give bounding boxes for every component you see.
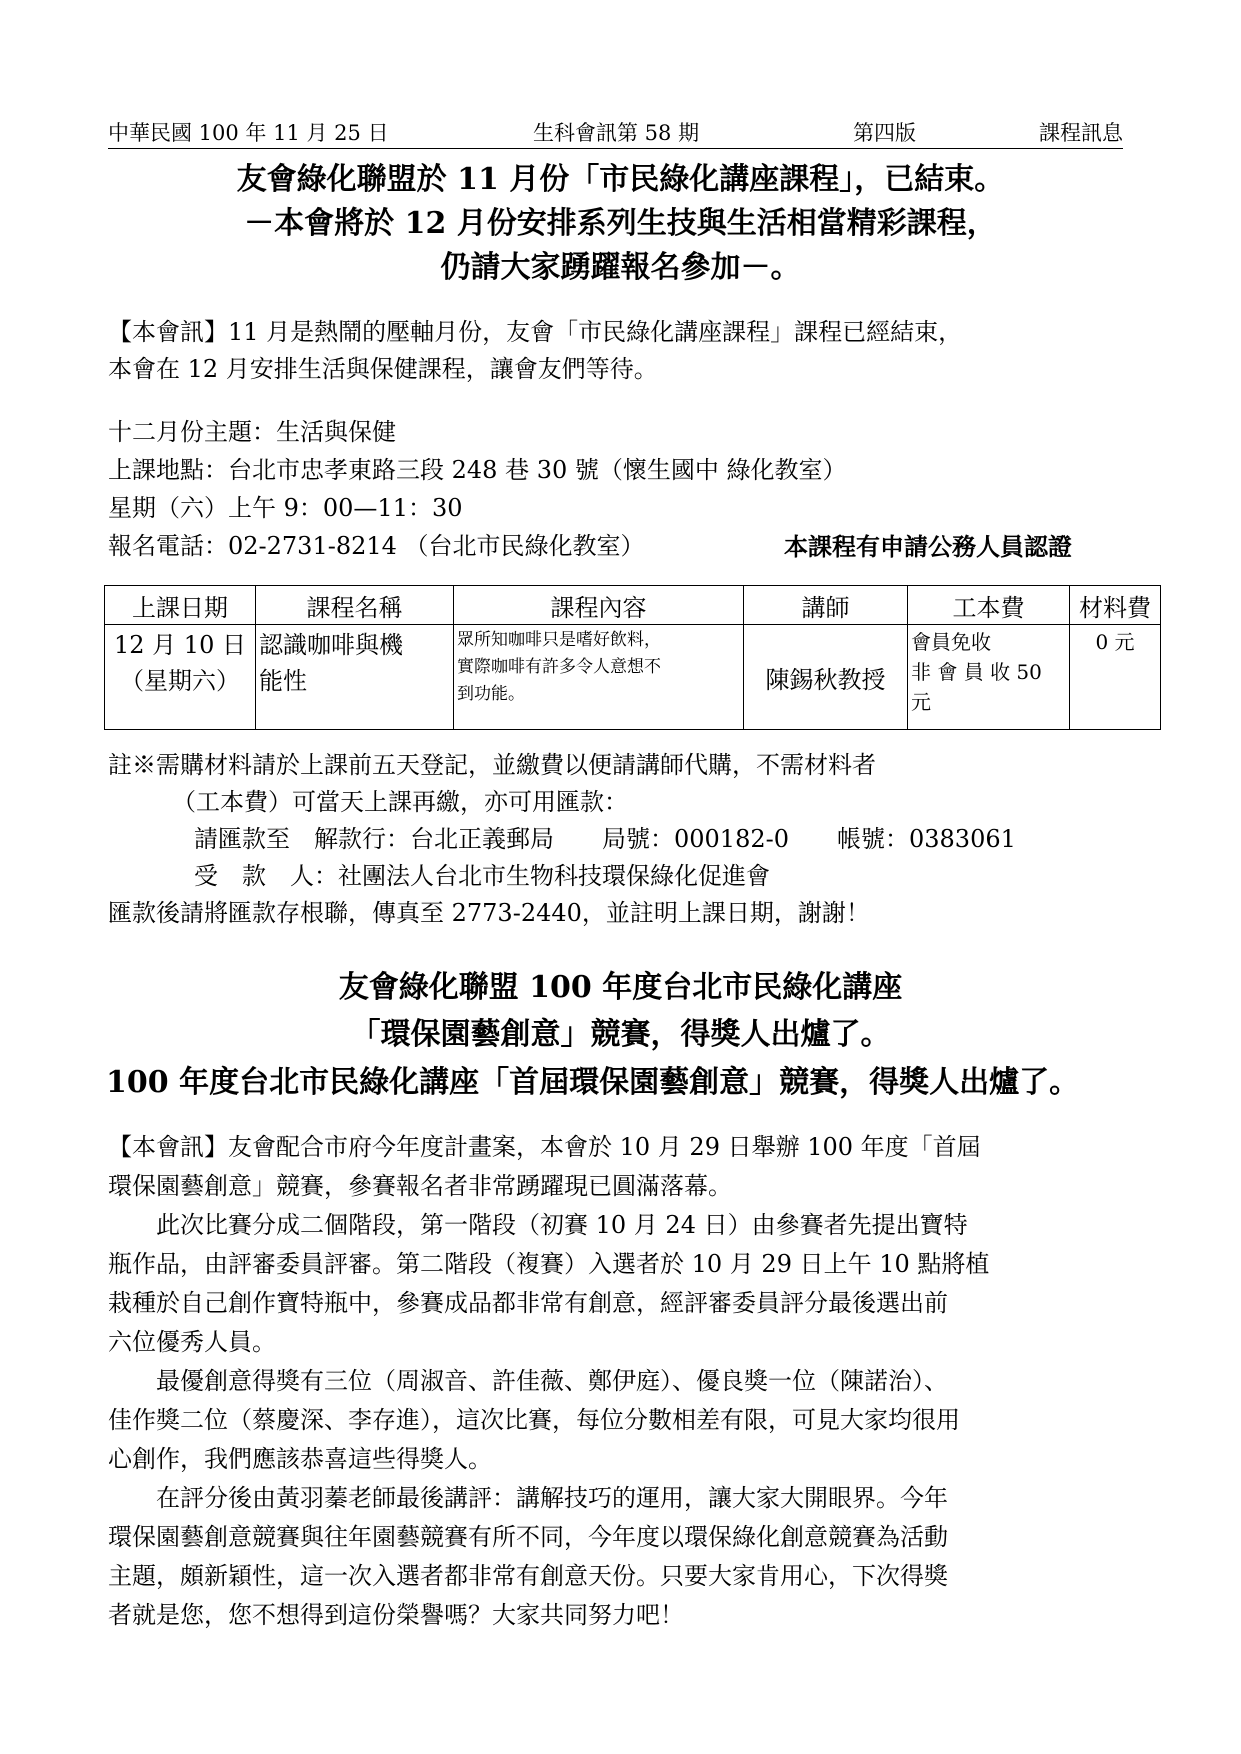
cell-fee-line-3: 元 bbox=[911, 690, 931, 714]
body-line: 環保園藝創意競賽與往年園藝競賽有所不同，今年度以環保綠化創意競賽為活動 bbox=[108, 1523, 948, 1551]
col-header-teacher: 講師 bbox=[744, 586, 908, 625]
header-date: 中華民國 100 年 11 月 25 日 bbox=[108, 121, 389, 145]
cell-course-content bbox=[454, 625, 744, 730]
body-line: 栽種於自己創作寶特瓶中，參賽成品都非常有創意，經評審委員評分最後選出前 bbox=[108, 1289, 948, 1317]
note-line-5: 匯款後請將匯款存根聯，傳真至 2773-2440，並註明上課日期，謝謝！ bbox=[108, 899, 870, 927]
body-line: 佳作獎二位（蔡慶深、李存進），這次比賽，每位分數相差有限，可見大家均很用 bbox=[108, 1406, 960, 1434]
intro-line-1: 【本會訊】11 月是熱鬧的壓軸月份，友會「市民綠化講座課程」課程已經結束， bbox=[108, 318, 963, 346]
course-table bbox=[104, 585, 1161, 730]
section2-title-3: 100 年度台北市民綠化講座「首屆環保園藝創意」競賽，得獎人出爐了。 bbox=[106, 1065, 1080, 1100]
header-section: 課程訊息 bbox=[1039, 121, 1123, 145]
body-line: 心創作，我們應該恭喜這些得獎人。 bbox=[108, 1445, 492, 1473]
info-certification: 本課程有申請公務人員認證 bbox=[784, 532, 1072, 561]
page-header bbox=[108, 118, 1123, 149]
body-line: 環保園藝創意」競賽，參賽報名者非常踴躍現已圓滿落幕。 bbox=[108, 1172, 732, 1200]
cell-fee bbox=[908, 625, 1070, 730]
table-row bbox=[105, 625, 1161, 730]
cell-date bbox=[105, 625, 256, 730]
headline-line-3: 仍請大家踴躍報名參加－。 bbox=[440, 250, 801, 285]
cell-fee-line-1: 會員免收 bbox=[911, 630, 991, 654]
cell-content-line-1: 眾所知咖啡只是嗜好飲料， bbox=[457, 630, 661, 650]
col-header-content: 課程內容 bbox=[454, 586, 744, 625]
header-edition: 第四版 bbox=[853, 121, 916, 145]
cell-date-line-2: （星期六） bbox=[120, 667, 240, 695]
col-header-name: 課程名稱 bbox=[256, 586, 454, 625]
cell-course-name bbox=[256, 625, 454, 730]
body-line: 者就是您，您不想得到這份榮譽嗎？大家共同努力吧！ bbox=[108, 1601, 684, 1629]
cell-fee-line-2: 非 會 員 收 50 bbox=[911, 660, 1042, 684]
cell-material: 0 元 bbox=[1070, 625, 1161, 730]
note-line-1: 註※需購材料請於上課前五天登記，並繳費以便請講師代購，不需材料者 bbox=[108, 751, 876, 779]
body-line: 六位優秀人員。 bbox=[108, 1328, 276, 1356]
note-line-3: 請匯款至 解款行：台北正義郵局 局號：000182-0 帳號：0383061 bbox=[194, 825, 1016, 853]
cell-teacher: 陳錫秋教授 bbox=[744, 625, 908, 730]
cell-course-name-line-1: 認識咖啡與機 bbox=[259, 631, 403, 659]
headline-line-2: －本會將於 12 月份安排系列生技與生活相當精彩課程， bbox=[244, 206, 997, 241]
table-header-row bbox=[105, 586, 1161, 625]
info-phone: 報名電話：02-2731-8214 （台北市民綠化教室） bbox=[108, 532, 645, 560]
col-header-fee: 工本費 bbox=[908, 586, 1070, 625]
section2-title-2: 「環保園藝創意」競賽，得獎人出爐了。 bbox=[350, 1017, 891, 1052]
cell-content-line-2: 實際咖啡有許多令人意想不 bbox=[457, 657, 661, 677]
cell-course-name-line-2: 能性 bbox=[259, 667, 307, 695]
body-line: 瓶作品，由評審委員評審。第二階段（複賽）入選者於 10 月 29 日上午 10 點將植 bbox=[108, 1250, 990, 1278]
note-line-2: （工本費）可當天上課再繳，亦可用匯款： bbox=[172, 788, 628, 816]
intro-line-2: 本會在 12 月安排生活與保健課程，讓會友們等待。 bbox=[108, 355, 658, 383]
col-header-date: 上課日期 bbox=[105, 586, 256, 625]
body-line: 【本會訊】友會配合市府今年度計畫案，本會於 10 月 29 日舉辦 100 年度「首屆 bbox=[108, 1133, 981, 1161]
info-time: 星期（六）上午 9：00—11：30 bbox=[108, 494, 463, 522]
note-line-4: 受 款 人：社團法人台北市生物科技環保綠化促進會 bbox=[194, 862, 770, 890]
headline-line-1: 友會綠化聯盟於 11 月份「市民綠化講座課程」，已結束。 bbox=[236, 162, 1005, 197]
body-line: 在評分後由黃羽蓁老師最後講評：講解技巧的運用，讓大家大開眼界。今年 bbox=[108, 1484, 948, 1512]
header-issue: 生科會訊第 58 期 bbox=[533, 121, 700, 145]
section2-title-1: 友會綠化聯盟 100 年度台北市民綠化講座 bbox=[338, 970, 903, 1005]
col-header-material: 材料費 bbox=[1070, 586, 1161, 625]
info-theme: 十二月份主題：生活與保健 bbox=[108, 418, 396, 446]
body-line: 主題，頗新穎性，這一次入選者都非常有創意天份。只要大家肯用心，下次得獎 bbox=[108, 1562, 948, 1590]
body-line: 此次比賽分成二個階段，第一階段（初賽 10 月 24 日）由參賽者先提出寶特 bbox=[108, 1211, 968, 1239]
cell-content-line-3: 到功能。 bbox=[457, 684, 525, 704]
info-location: 上課地點：台北市忠孝東路三段 248 巷 30 號（懷生國中 綠化教室） bbox=[108, 456, 847, 484]
cell-date-line-1: 12 月 10 日 bbox=[114, 631, 246, 659]
body-line: 最優創意得獎有三位（周淑音、許佳薇、鄭伊庭）、優良獎一位（陳諾治）、 bbox=[108, 1367, 948, 1395]
